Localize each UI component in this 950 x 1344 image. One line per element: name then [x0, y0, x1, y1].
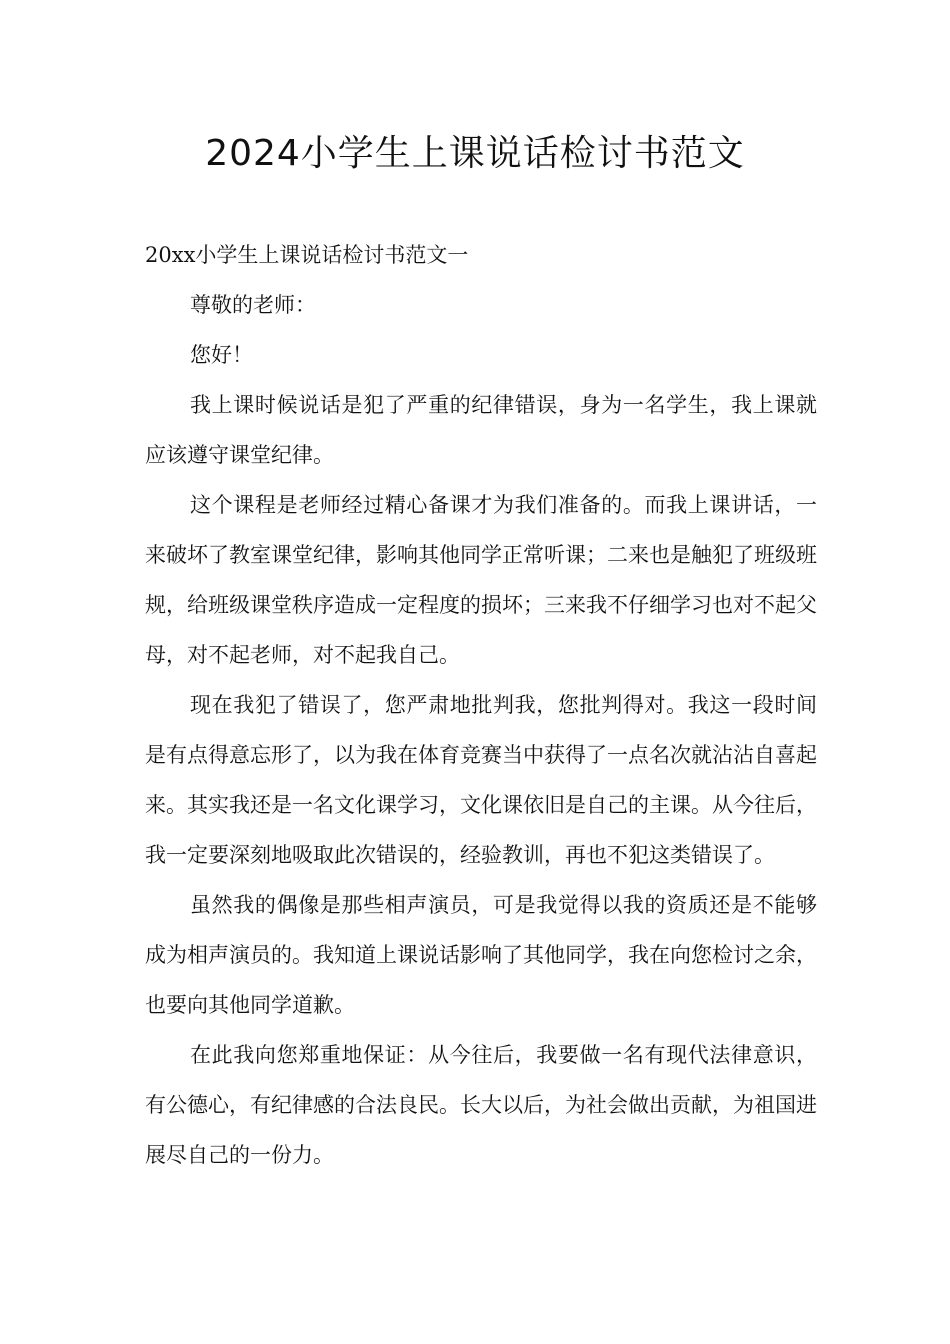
document-body — [145, 230, 817, 1180]
greeting: 您好！ — [190, 343, 253, 367]
body-paragraph: 虽然我的偶像是那些相声演员，可是我觉得以我的资质还是不能够成为相声演员的。我知道上课说话影响了其他同学，我在向您检讨之余，也要向其他同学道歉。 — [145, 893, 817, 1017]
body-paragraph: 现在我犯了错误了，您严肃地批判我，您批判得对。我这一段时间是有点得意忘形了，以为我在体育竞赛当中获得了一点名次就沾沾自喜起来。其实我还是一名文化课学习，文化课依旧是自己的主课。从今往后，我一定要深刻地吸取此次错误的，经验教训，再也不犯这类错误了。 — [145, 693, 817, 867]
body-paragraph: 这个课程是老师经过精心备课才为我们准备的。而我上课讲话，一来破坏了教室课堂纪律，影响其他同学正常听课；二来也是触犯了班级班规，给班级课堂秩序造成一定程度的损坏；三来我不仔细学习也对不起父母，对不起老师，对不起我自己。 — [145, 493, 817, 667]
body-paragraph: 我上课时候说话是犯了严重的纪律错误，身为一名学生，我上课就应该遵守课堂纪律。 — [145, 393, 817, 467]
body-paragraph: 在此我向您郑重地保证：从今往后，我要做一名有现代法律意识，有公德心，有纪律感的合法良民。长大以后，为社会做出贡献，为祖国进展尽自己的一份力。 — [145, 1043, 817, 1167]
document-title: 2024小学生上课说话检讨书范文 — [205, 133, 745, 174]
section-heading: 20xx小学生上课说话检讨书范文一 — [145, 243, 469, 267]
salutation: 尊敬的老师： — [190, 293, 316, 317]
